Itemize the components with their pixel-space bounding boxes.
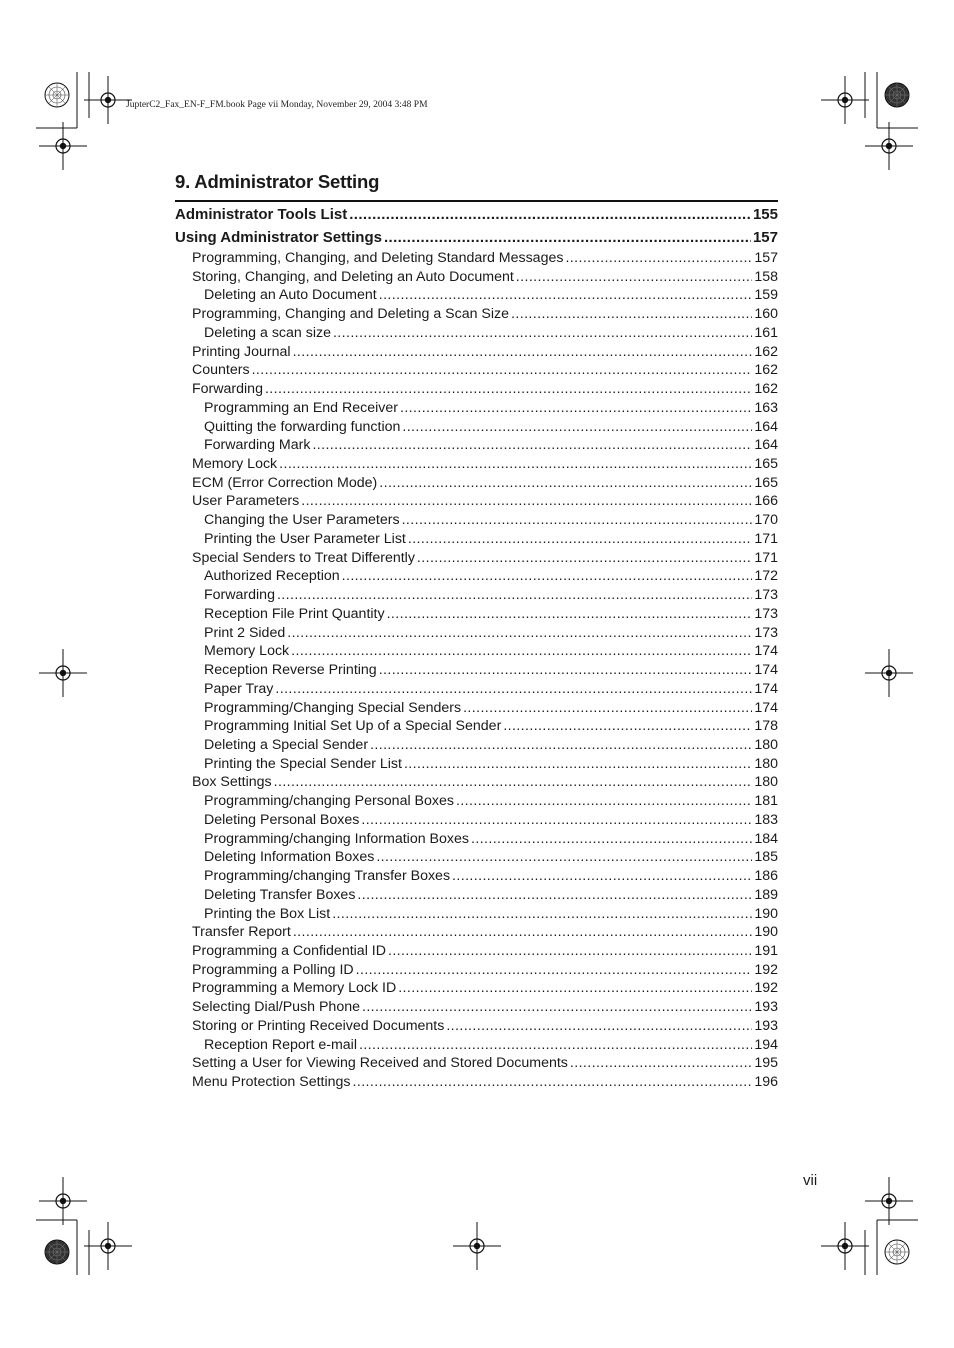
toc-entry[interactable] (175, 606, 778, 625)
toc-entry-page: 193 (754, 1017, 778, 1034)
toc-entry-title: Box Settings (192, 774, 272, 791)
toc-entry-title: Deleting Information Boxes (204, 849, 375, 866)
toc-dot-leader (353, 1074, 753, 1090)
toc-entry-page: 162 (754, 381, 778, 398)
toc-entry-page: 171 (754, 549, 778, 566)
toc-entry-title: Programming, Changing, and Deleting Standard Messages (192, 250, 564, 266)
toc-entry-page: 155 (752, 206, 778, 223)
toc-dot-leader (357, 887, 752, 903)
toc-dot-leader (293, 344, 753, 360)
toc-entry-page: 181 (754, 793, 778, 810)
toc-entry[interactable] (175, 812, 778, 831)
toc-entry[interactable] (175, 512, 778, 531)
toc-entry-title: Counters (192, 362, 250, 379)
toc-entry-page: 161 (754, 324, 778, 341)
toc-entry[interactable] (175, 999, 778, 1018)
toc-entry-page: 189 (754, 886, 778, 903)
toc-entry-title: Programming/Changing Special Senders (204, 699, 462, 716)
toc-entry[interactable] (175, 493, 778, 512)
toc-entry-page: 178 (754, 718, 778, 735)
toc-entry-page: 162 (754, 362, 778, 379)
file-header: JupterC2_Fax_EN-F_FM.book Page vii Monday, November 29, 2004 3:48 PM (126, 100, 428, 110)
toc-entry[interactable] (175, 269, 778, 288)
toc-entry-page: 164 (754, 418, 778, 435)
toc-dot-leader (291, 643, 752, 659)
toc-dot-leader (265, 381, 752, 397)
toc-entry[interactable] (175, 568, 778, 587)
toc-entry[interactable] (175, 681, 778, 700)
toc-entry[interactable] (175, 229, 778, 248)
toc-entry-title: Deleting a scan size (204, 324, 331, 341)
toc-entry-page: 183 (754, 811, 778, 828)
toc-entry[interactable] (175, 250, 778, 269)
toc-entry[interactable] (175, 887, 778, 906)
toc-entry[interactable] (175, 344, 778, 363)
toc-entry-page: 173 (754, 624, 778, 641)
toc-entry-page: 174 (754, 680, 778, 697)
toc-dot-leader (252, 362, 753, 378)
toc-dot-leader (565, 250, 752, 266)
toc-entry-page: 159 (754, 287, 778, 304)
toc-entry[interactable] (175, 849, 778, 868)
toc-entry-page: 165 (754, 456, 778, 473)
toc-entry-page: 180 (754, 774, 778, 791)
toc-entry[interactable] (175, 924, 778, 943)
toc-dot-leader (446, 1018, 752, 1034)
toc-entry-title: Memory Lock (204, 643, 290, 660)
toc-entry-page: 174 (754, 699, 778, 716)
toc-entry-page: 191 (754, 943, 778, 959)
toc-entry-page: 171 (754, 530, 778, 547)
toc-entry-page: 165 (754, 474, 778, 491)
toc-entry[interactable] (175, 643, 778, 662)
toc-entry-page: 172 (754, 568, 778, 585)
toc-entry-page: 164 (754, 437, 778, 454)
toc-entry-title: Printing Journal (192, 343, 291, 360)
toc-entry-page: 194 (754, 1036, 778, 1053)
toc-entry-title: Forwarding (204, 587, 275, 604)
title-rule (175, 200, 778, 202)
toc-dot-leader (402, 419, 752, 435)
toc-entry[interactable] (175, 456, 778, 475)
toc-entry-page: 157 (752, 229, 778, 246)
toc-entry[interactable] (175, 700, 778, 719)
toc-entry-title: Deleting Transfer Boxes (204, 886, 356, 903)
toc-entry-page: 173 (754, 605, 778, 622)
toc-entry-page: 174 (754, 643, 778, 660)
toc-dot-leader (387, 606, 753, 622)
toc-dot-leader (388, 943, 752, 959)
toc-entry-title: Print 2 Sided (204, 624, 286, 641)
toc-entry-title: Storing, Changing, and Deleting an Auto Document (192, 268, 514, 285)
toc-entry[interactable] (175, 287, 778, 306)
toc-dot-leader (342, 568, 753, 584)
toc-entry-title: Transfer Report (192, 924, 291, 941)
toc-dot-leader (349, 206, 751, 223)
toc-dot-leader (400, 400, 752, 416)
toc-entry-title: Deleting Personal Boxes (204, 811, 360, 828)
toc-dot-leader (333, 325, 752, 341)
toc-entry-page: 180 (754, 736, 778, 753)
toc-dot-leader (312, 437, 752, 453)
toc-entry[interactable] (175, 437, 778, 456)
toc-entry-title: Deleting an Auto Document (204, 287, 377, 304)
toc-entry-page: 166 (754, 493, 778, 510)
toc-dot-leader (359, 1037, 752, 1053)
toc-entry[interactable] (175, 774, 778, 793)
toc-entry-title: Programming Initial Set Up of a Special Sender (204, 718, 502, 735)
toc-dot-leader (417, 550, 752, 566)
toc-dot-leader (452, 868, 752, 884)
toc-dot-leader (408, 531, 752, 547)
toc-entry[interactable] (175, 980, 778, 999)
toc-entry[interactable] (175, 756, 778, 775)
toc-entry[interactable] (175, 587, 778, 606)
toc-entry[interactable] (175, 550, 778, 569)
page-number: vii (803, 1172, 818, 1189)
toc-entry-title: Changing the User Parameters (204, 512, 400, 529)
toc-dot-leader (370, 737, 752, 753)
toc-dot-leader (384, 229, 751, 246)
toc-entry-title: Selecting Dial/Push Phone (192, 999, 360, 1016)
toc-dot-leader (456, 793, 752, 809)
toc-dot-leader (503, 718, 752, 734)
toc-entry-title: Programming/changing Transfer Boxes (204, 868, 451, 885)
toc-entry[interactable] (175, 1018, 778, 1037)
toc-dot-leader (356, 962, 753, 978)
toc-entry-page: 170 (754, 512, 778, 529)
toc-dot-leader (398, 980, 752, 996)
toc-entry-title: Paper Tray (204, 680, 274, 697)
toc-entry-title: Reception File Print Quantity (204, 605, 385, 622)
toc-entry-title: Programming, Changing and Deleting a Scan Size (192, 306, 510, 323)
toc-entry-page: 180 (754, 755, 778, 772)
toc-entry-title: Using Administrator Settings (175, 229, 382, 246)
toc-entry-title: Deleting a Special Sender (204, 736, 369, 753)
toc-entry-title: User Parameters (192, 493, 300, 510)
toc-dot-leader (379, 287, 753, 303)
toc-entry-title: Reception Reverse Printing (204, 662, 377, 679)
toc-entry-title: Printing the Special Sender List (204, 755, 402, 772)
toc-entry[interactable] (175, 325, 778, 344)
toc-entry-page: 190 (754, 905, 778, 922)
toc-entry[interactable] (175, 1074, 778, 1093)
toc-entry-page: 158 (754, 268, 778, 285)
toc-dot-leader (362, 999, 752, 1015)
toc-entry-page: 157 (754, 250, 778, 266)
toc-entry-title: Programming/changing Personal Boxes (204, 793, 454, 810)
toc-entry-title: Programming a Confidential ID (192, 943, 386, 959)
toc-entry[interactable] (175, 625, 778, 644)
toc-entry-title: Programming a Memory Lock ID (192, 980, 397, 997)
toc-dot-leader (402, 512, 753, 528)
toc-entry[interactable] (175, 1055, 778, 1074)
toc-entry-page: 160 (754, 306, 778, 323)
toc-entry-title: Menu Protection Settings (192, 1074, 351, 1091)
toc-entry-title: Reception Report e-mail (204, 1036, 357, 1053)
toc-entry-page: 185 (754, 849, 778, 866)
toc-entry[interactable] (175, 362, 778, 381)
toc-dot-leader (376, 849, 752, 865)
toc-dot-leader (275, 681, 752, 697)
toc-entry[interactable] (175, 531, 778, 550)
toc-entry[interactable] (175, 1037, 778, 1056)
toc-entry-page: 192 (754, 980, 778, 997)
toc-entry[interactable] (175, 206, 778, 225)
toc-entry-page: 163 (754, 399, 778, 416)
toc-entry[interactable] (175, 962, 778, 981)
toc-entry[interactable] (175, 475, 778, 494)
toc-entry-title: Printing the User Parameter List (204, 530, 406, 547)
toc-entry-title: Programming/changing Information Boxes (204, 830, 469, 847)
toc-dot-leader (404, 756, 752, 772)
toc-entry[interactable] (175, 831, 778, 850)
toc-entry-title: Administrator Tools List (175, 206, 348, 223)
toc-entry[interactable] (175, 737, 778, 756)
toc-entry-title: Programming a Polling ID (192, 961, 354, 978)
toc-dot-leader (277, 587, 752, 603)
toc-entry-page: 190 (754, 924, 778, 941)
toc-entry-title: Quitting the forwarding function (204, 418, 401, 435)
toc-entry-page: 186 (754, 868, 778, 885)
toc-entry-title: ECM (Error Correction Mode) (192, 474, 378, 491)
toc-entry-page: 173 (754, 587, 778, 604)
toc-entry-page: 193 (754, 999, 778, 1016)
toc-dot-leader (301, 493, 752, 509)
toc-entry-title: Programming an End Receiver (204, 399, 398, 416)
toc-entry-title: Storing or Printing Received Documents (192, 1017, 445, 1034)
toc-dot-leader (471, 831, 752, 847)
toc-dot-leader (274, 774, 753, 790)
toc-dot-leader (287, 625, 752, 641)
toc-entry[interactable] (175, 306, 778, 325)
toc-entry-page: 195 (754, 1055, 778, 1072)
toc-entry[interactable] (175, 906, 778, 925)
toc-entry[interactable] (175, 718, 778, 737)
toc-entry-title: Forwarding (192, 381, 263, 398)
toc-entry-page: 196 (754, 1074, 778, 1091)
toc-entry-page: 184 (754, 830, 778, 847)
toc-entry-title: Authorized Reception (204, 568, 340, 585)
toc-dot-leader (379, 662, 753, 678)
toc-entry-page: 174 (754, 662, 778, 679)
toc-dot-leader (516, 269, 753, 285)
toc-entry-title: Special Senders to Treat Differently (192, 549, 415, 566)
toc-entry-page: 162 (754, 343, 778, 360)
toc-entry-title: Setting a User for Viewing Received and Stored Documents (192, 1055, 568, 1072)
toc-entry[interactable] (175, 943, 778, 962)
toc-entry[interactable] (175, 793, 778, 812)
toc-entry-page: 192 (754, 961, 778, 978)
toc-entry[interactable] (175, 868, 778, 887)
toc-entry-title: Forwarding Mark (204, 437, 311, 454)
toc-entry-title: Printing the Box List (204, 905, 331, 922)
toc-dot-leader (293, 924, 753, 940)
toc-entry[interactable] (175, 400, 778, 419)
toc-entry[interactable] (175, 381, 778, 400)
toc-dot-leader (570, 1055, 752, 1071)
toc-dot-leader (279, 456, 752, 472)
toc-dot-leader (379, 475, 752, 491)
toc-dot-leader (332, 906, 752, 922)
toc-entry[interactable] (175, 419, 778, 438)
toc-entry[interactable] (175, 662, 778, 681)
toc-dot-leader (511, 306, 752, 322)
section-title: 9. Administrator Setting (175, 171, 380, 192)
toc-entry-title: Memory Lock (192, 456, 278, 473)
toc-dot-leader (463, 700, 752, 716)
toc-dot-leader (361, 812, 752, 828)
